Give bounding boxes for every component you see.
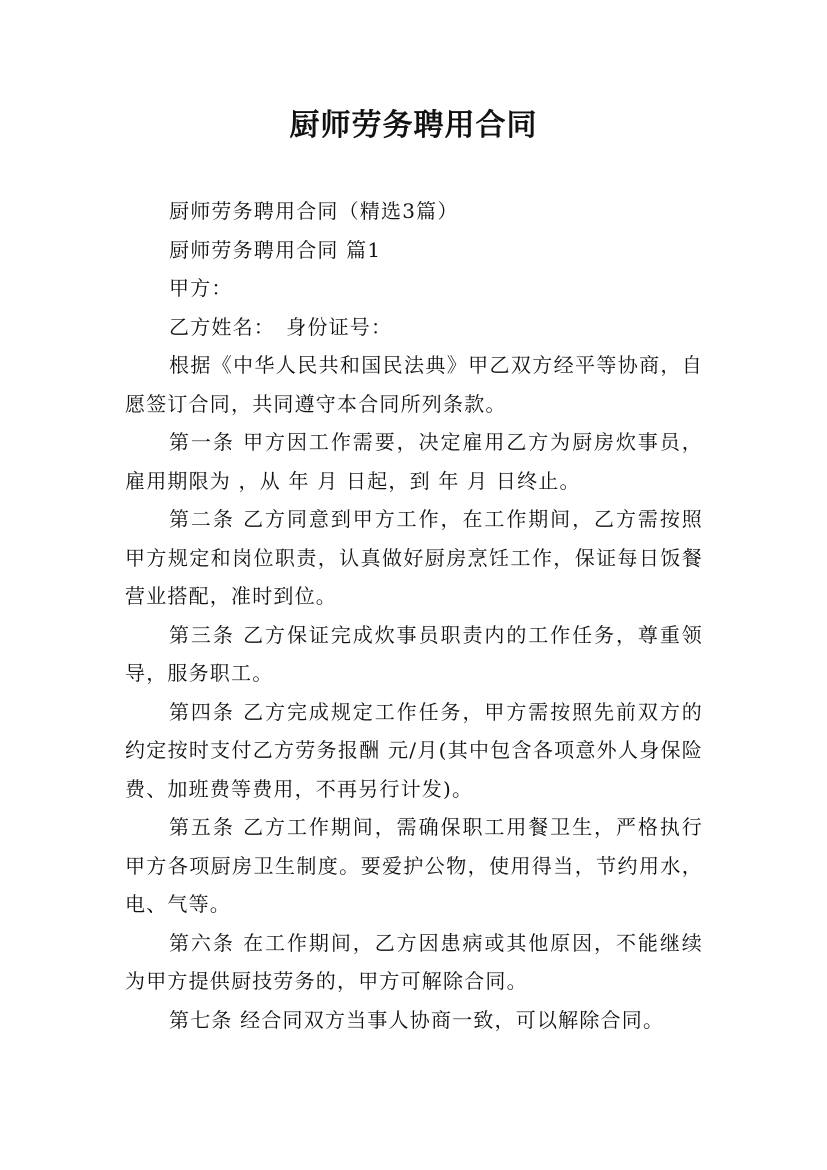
paragraph-subtitle: 厨师劳务聘用合同（精选3篇） <box>169 199 459 223</box>
paragraph-article-6: 第六条 在工作期间，乙方因患病或其他原因，不能继续为甲方提供厨技劳务的，甲方可解除合同。 <box>125 930 703 993</box>
paragraph-article-3: 第三条 乙方保证完成炊事员职责内的工作任务，尊重领导，服务职工。 <box>125 622 703 685</box>
paragraph-article-1: 第一条 甲方因工作需要，决定雇用乙方为厨房炊事员，雇用期限为 ，从 年 月 日起，到 年 月 日终止。 <box>125 430 703 493</box>
paragraph-article-4: 第四条 乙方完成规定工作任务，甲方需按照先前双方的约定按时支付乙方劳务报酬 元/月(其中包含各项意外人身保险费、加班费等费用，不再另行计发)。 <box>125 699 703 801</box>
paragraph-article-7: 第七条 经合同双方当事人协商一致，可以解除合同。 <box>169 1007 665 1032</box>
paragraph-preamble: 根据《中华人民共和国民法典》甲乙双方经平等协商，自愿签订合同，共同遵守本合同所列条款。 <box>125 353 703 416</box>
paragraph-party-a: 甲方： <box>169 276 233 300</box>
paragraph-heading: 厨师劳务聘用合同 篇1 <box>169 237 382 262</box>
paragraph-article-2: 第二条 乙方同意到甲方工作，在工作期间，乙方需按照甲方规定和岗位职责，认真做好厨房烹饪工作，保证每日饭餐营业搭配，准时到位。 <box>125 507 703 608</box>
paragraph-article-5: 第五条 乙方工作期间，需确保职工用餐卫生，严格执行甲方各项厨房卫生制度。要爱护公物，使用得当，节约用水，电、气等。 <box>125 815 703 916</box>
document-body <box>125 192 703 1039</box>
document-title: 厨师劳务聘用合同 <box>289 108 538 143</box>
paragraph-party-b: 乙方姓名： 身份证号： <box>169 314 393 339</box>
